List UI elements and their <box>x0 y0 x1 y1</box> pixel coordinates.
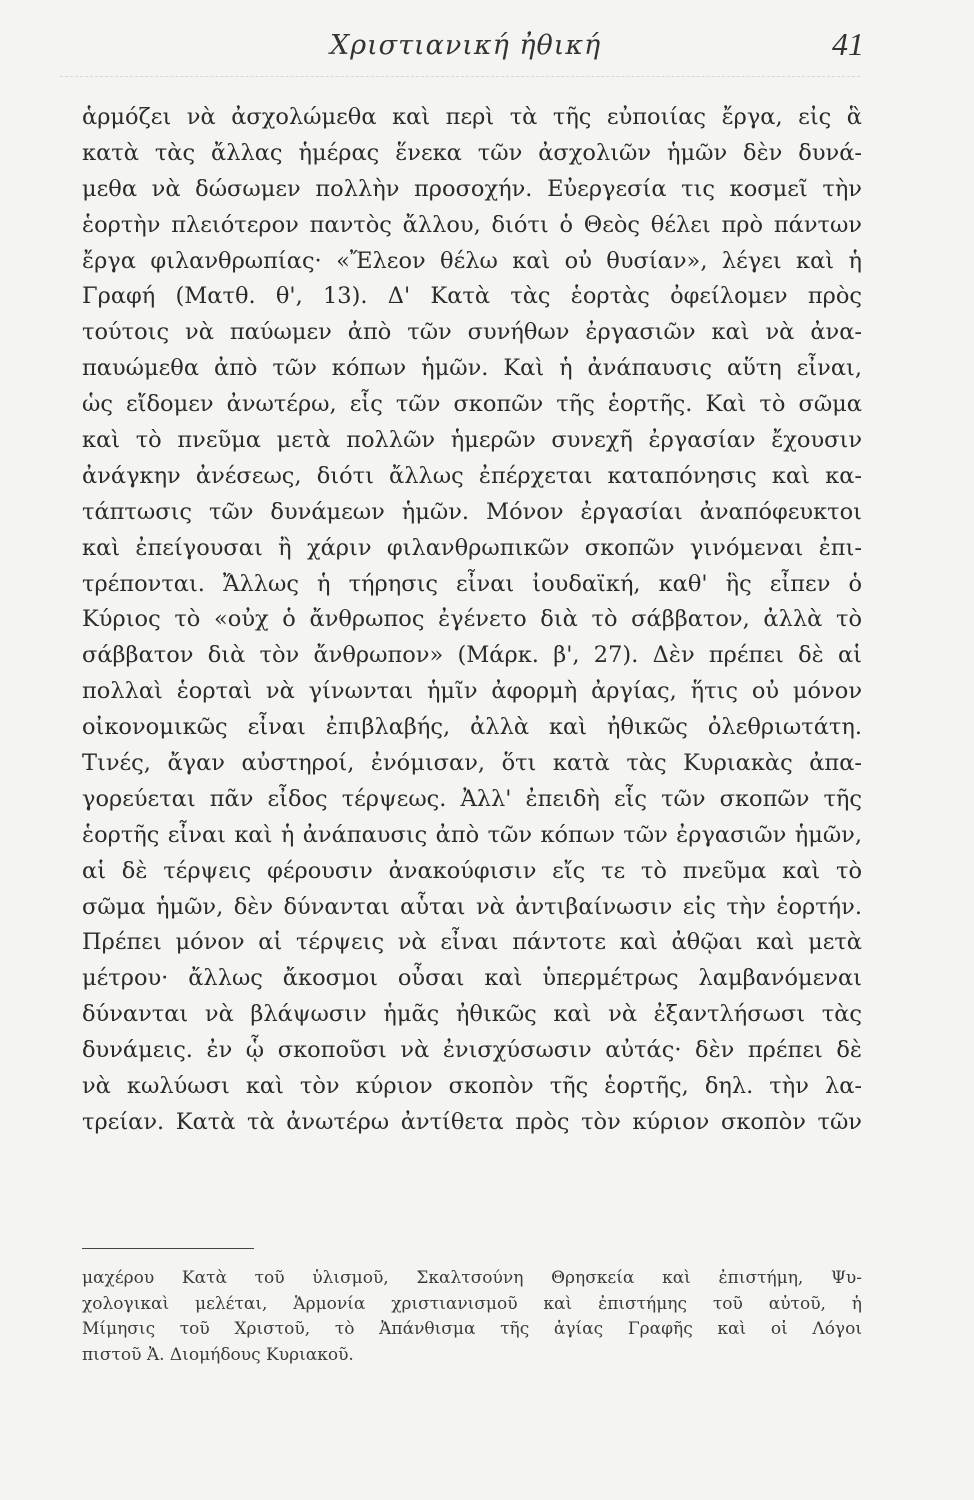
text-line: σῶμα ἡμῶν, δὲν δύνανται αὗται νὰ ἀντιβαίνωσιν εἰς τὴν ἑορτήν. <box>82 893 862 920</box>
text-line: πολλαὶ ἑορταὶ νὰ γίνωνται ἡμῖν ἀφορμὴ ἀργίας, ἥτις οὐ μόνον <box>82 678 862 705</box>
text-line: τρείαν. Κατὰ τὰ ἀνωτέρω ἀντίθετα πρὸς τὸν κύριον σκοπὸν τῶν <box>82 1108 862 1135</box>
text-line: τούτοις νὰ παύωμεν ἀπὸ τῶν συνήθων ἐργασιῶν καὶ νὰ ἀνα- <box>82 319 862 346</box>
text-line: ἀνάγκην ἀνέσεως, διότι ἄλλως ἐπέρχεται καταπόνησις καὶ κα- <box>82 462 862 489</box>
footnote-line: χολογικαὶ μελέται, Ἁρμονία χριστιανισμοῦ καὶ ἐπιστήμης τοῦ αὐτοῦ, ἡ <box>82 1293 862 1314</box>
text-line: γορεύεται πᾶν εἶδος τέρψεως. Ἀλλ' ἐπειδὴ εἷς τῶν σκοπῶν τῆς <box>82 785 862 812</box>
main-text <box>82 100 862 1141</box>
text-line: καὶ ἐπείγουσαι ἢ χάριν φιλανθρωπικῶν σκοπῶν γινόμεναι ἐπι- <box>82 534 862 561</box>
text-line: δύνανται νὰ βλάψωσιν ἡμᾶς ἠθικῶς καὶ νὰ ἐξαντλήσωσι τὰς <box>82 1001 862 1028</box>
footnote-line: μαχέρου Κατὰ τοῦ ὑλισμοῦ, Σκαλτσούνη Θρησκεία καὶ ἐπιστήμη, Ψυ- <box>82 1268 862 1288</box>
header-divider <box>60 76 860 77</box>
text-line: δυνάμεις. ἐν ᾧ σκοποῦσι νὰ ἐνισχύσωσιν αὐτάς· δὲν πρέπει δὲ <box>82 1037 862 1064</box>
text-line: καὶ τὸ πνεῦμα μετὰ πολλῶν ἡμερῶν συνεχῆ ἐργασίαν ἔχουσιν <box>82 427 862 454</box>
footnote <box>82 1266 862 1368</box>
text-line: οἰκονομικῶς εἶναι ἐπιβλαβής, ἀλλὰ καὶ ἠθικῶς ὀλεθριωτάτη. <box>82 714 862 741</box>
footnote-line: Μίμησις τοῦ Χριστοῦ, τὸ Ἀπάνθισμα τῆς ἁγίας Γραφῆς καὶ οἱ Λόγοι <box>82 1319 862 1339</box>
text-line: τρέπονται. Ἄλλως ἡ τήρησις εἶναι ἰουδαϊκή, καθ' ἣς εἶπεν ὁ <box>82 570 862 597</box>
text-line: Κύριος τὸ «οὐχ ὁ ἄνθρωπος ἐγένετο διὰ τὸ σάββατον, ἀλλὰ τὸ <box>82 606 862 633</box>
text-line: νὰ κωλύωσι καὶ τὸν κύριον σκοπὸν τῆς ἑορτῆς, δηλ. τὴν λα- <box>82 1073 862 1100</box>
text-line: Γραφή (Ματθ. θ', 13). Δ' Κατὰ τὰς ἑορτὰς ὀφείλομεν πρὸς <box>82 283 862 310</box>
footnote-divider <box>82 1248 254 1249</box>
text-line: μεθα νὰ δώσωμεν πολλὴν προσοχήν. Εὐεργεσία τις κοσμεῖ τὴν <box>82 175 862 202</box>
text-line: αἱ δὲ τέρψεις φέρουσιν ἀνακούφισιν εἴς τε τὸ πνεῦμα καὶ τὸ <box>82 857 862 884</box>
text-line: ὡς εἴδομεν ἀνωτέρω, εἷς τῶν σκοπῶν τῆς ἑορτῆς. Καὶ τὸ σῶμα <box>82 391 862 418</box>
text-line: τάπτωσις τῶν δυνάμεων ἡμῶν. Μόνον ἐργασίαι ἀναπόφευκτοι <box>82 498 862 525</box>
text-line: ἁρμόζει νὰ ἀσχολώμεθα καὶ περὶ τὰ τῆς εὐποιίας ἔργα, εἰς ἃ <box>82 104 862 130</box>
text-line: σάββατον διὰ τὸν ἄνθρωπον» (Μάρκ. β', 27). Δὲν πρέπει δὲ αἱ <box>82 642 862 669</box>
text-line: κατὰ τὰς ἄλλας ἡμέρας ἕνεκα τῶν ἀσχολιῶν ἡμῶν δὲν δυνά- <box>82 139 862 166</box>
page-number: 41 <box>832 26 864 62</box>
text-line: παυώμεθα ἀπὸ τῶν κόπων ἡμῶν. Καὶ ἡ ἀνάπαυσις αὕτη εἶναι, <box>82 355 862 382</box>
text-line: Πρέπει μόνον αἱ τέρψεις νὰ εἶναι πάντοτε καὶ ἀθῷαι καὶ μετὰ <box>82 929 862 956</box>
text-line: Τινές, ἄγαν αὐστηροί, ἐνόμισαν, ὅτι κατὰ τὰς Κυριακὰς ἀπα- <box>82 750 862 777</box>
text-line: ἔργα φιλανθρωπίας· «Ἔλεον θέλω καὶ οὐ θυσίαν», λέγει καὶ ἡ <box>82 247 862 274</box>
text-line: ἑορτῆς εἶναι καὶ ἡ ἀνάπαυσις ἀπὸ τῶν κόπων τῶν ἐργασιῶν ἡμῶν, <box>82 821 862 848</box>
footnote-line: πιστοῦ Ἀ. Διομήδους Κυριακοῦ. <box>82 1344 354 1365</box>
running-head <box>80 22 870 70</box>
text-line: ἑορτὴν πλειότερον παντὸς ἄλλου, διότι ὁ Θεὸς θέλει πρὸ πάντων <box>82 211 862 238</box>
running-head-title: Χριστιανική ἠθική <box>330 30 602 61</box>
text-line: μέτρου· ἄλλως ἄκοσμοι οὖσαι καὶ ὑπερμέτρως λαμβανόμεναι <box>82 965 862 992</box>
